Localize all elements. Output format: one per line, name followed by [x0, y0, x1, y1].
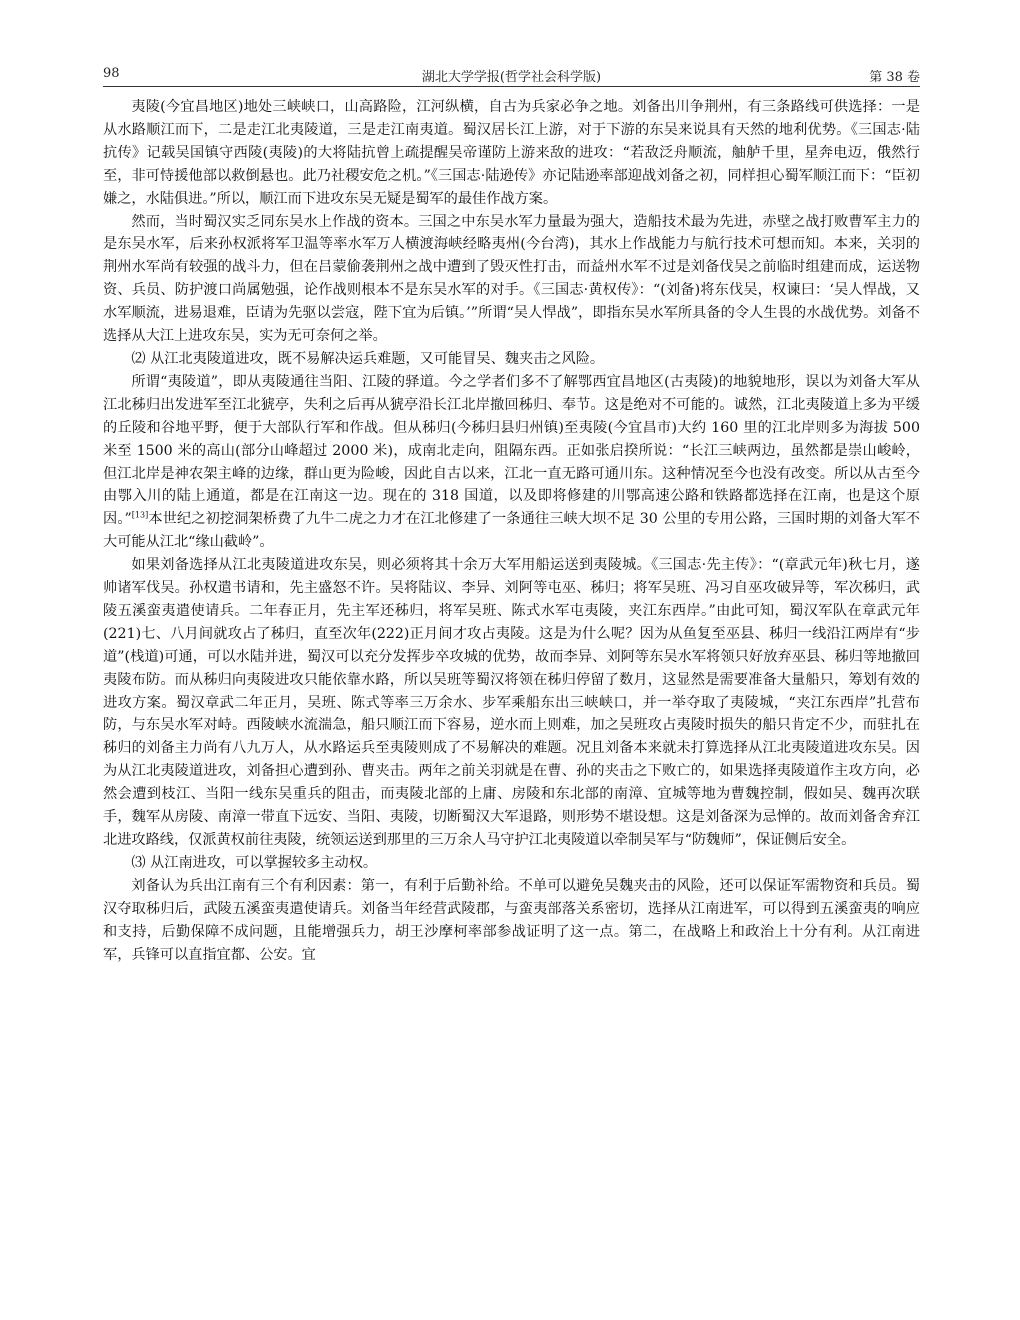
section-heading-3: ⑶ 从江南进攻，可以掌握较多主动权。: [131, 854, 378, 871]
page-number: 98: [103, 66, 120, 81]
paragraph-3-continuation: 本世纪之初挖洞架桥费了九牛二虎之力才在江北修建了一条通往三峡大坝不足 30 公里的专用公路，三国时期的刘备大军不大可能从江北“缘山截岭”。: [103, 511, 921, 551]
journal-title: 湖北大学学报(哲学社会科学版): [421, 70, 602, 85]
paragraph-3-text: 所谓“夷陵道”，即从夷陵通往当阳、江陵的驿道。今之学者们多不了解鄂西宜昌地区(古夷陵)的地貌地形，误以为刘备大军从江北秭归出发进军至江北猇亭，失利之后再从猇亭沿长江北岸撤回秭归、奉节。这是绝对不可能的。诚然，江北夷陵道上多为平缓的丘陵和谷地平野，便于大部队行军和作战。但从秭归(今秭归县归州镇)至夷陵(今宜昌市)大约 160 里的江北岸则多为海拔 500 米至 1500 米的高山(部分山峰超过 2000 米)，成南北走向，阻隔东西。正如张启揆所说：“长江三峡两边，虽然都是崇山峻岭，但江北岸是神农架主峰的边缘，群山更为险峻，因此自古以来，江北一直无路可通川东。这种情况至今也没有改变。所以从古至今由鄂入川的陆上通道，都是在江南这一边。现在的 318 国道，以及即将修建的川鄂高速公路和铁路都选择在江南，也是这个原因。”: [103, 373, 920, 528]
article-body: [103, 96, 920, 966]
paragraph-1: 夷陵(今宜昌地区)地处三峡峡口，山高路险，江河纵横，自古为兵家必争之地。刘备出川争荆州，有三条路线可供选择：一是从水路顺江而下，二是走江北夷陵道，三是走江南夷道。蜀汉居长江上游，对于下游的东吴来说具有天然的地利优势。《三国志·陆抗传》记载吴国镇守西陵(夷陵)的大将陆抗曾上疏提醒吴帝谨防上游来敌的进攻：“若敌泛舟顺流，舳舻千里，星奔电迈，俄然行至，非可恃援他部以救倒悬也。此乃社稷安危之机。”《三国志·陆逊传》亦记陆逊率部迎战刘备之初，同样担心蜀军顺江而下：“臣初嫌之，水陆俱进。”所以，顺江而下进攻东吴无疑是蜀军的最佳作战方案。: [103, 99, 920, 207]
citation-13: [13]: [131, 510, 149, 520]
paragraph-5: 刘备认为兵出江南有三个有利因素：第一，有利于后勤补给。不单可以避免吴魏夹击的风险，还可以保证军需物资和兵员。蜀汉夺取秭归后，武陵五溪蛮夷遣使请兵。刘备当年经营武陵郡，与蛮夷部落关系密切，选择从江南进军，可以得到五溪蛮夷的响应和支持，后勤保障不成问题，且能增强兵力，胡王沙摩柯率部参战证明了这一点。第二，在战略上和政治上十分有利。从江南进军，兵锋可以直指宜都、公安。宜: [103, 877, 920, 963]
paragraph-2: 然而，当时蜀汉实乏同东吴水上作战的资本。三国之中东吴水军力量最为强大，造船技术最为先进，赤壁之战打败曹军主力的是东吴水军，后来孙权派将军卫温等率水军万人横渡海峡经略夷州(今台湾)，其水上作战能力与航行技术可想而知。本来，关羽的荆州水军尚有较强的战斗力，但在吕蒙偷袭荆州之战中遭到了毁灭性打击，而益州水军不过是刘备伐吴之前临时组建而成，运送物资、兵员、防护渡口尚属勉强，论作战则根本不是东吴水军的对手。《三国志·黄权传》：“(刘备)将东伐吴，权谏曰：‘吴人悍战，又水军顺流，进易退难，臣请为先驱以尝寇，陛下宜为后镇。’”所谓“吴人悍战”，即指东吴水军所具备的令人生畏的水战优势。刘备不选择从大江上进攻东吴，实为无可奈何之举。: [103, 213, 920, 345]
running-header: [103, 63, 920, 85]
paragraph-4: 如果刘备选择从江北夷陵道进攻东吴，则必须将其十余万大军用船运送到夷陵城。《三国志·先主传》：“(章武元年)秋七月，遂帅诸军伐吴。孙权遣书请和，先主盛怒不许。吴将陆议、李异、刘阿等屯巫、秭归；将军吴班、冯习自巫攻破异等，军次秭归，武陵五溪蛮夷遣使请兵。二年春正月，先主军还秭归，将军吴班、陈式水军屯夷陵，夹江东西岸。”由此可知，蜀汉军队在章武元年(221)七、八月间就攻占了秭归，直至次年(222)正月间才攻占夷陵。这是为什么呢？因为从鱼复至巫县、秭归一线沿江两岸有“步道”(栈道)可通，可以水陆并进，蜀汉可以充分发挥步卒攻城的优势，故而李异、刘阿等东吴水军将领只好放弃巫县、秭归等地撤回夷陵布防。而从秭归向夷陵进攻只能依靠水路，所以吴班等蜀汉将领在秭归停留了数月，这显然是需要准备大量船只，筹划有效的进攻方案。蜀汉章武二年正月，吴班、陈式等率三万余水、步军乘船东出三峡峡口，并一举夺取了夷陵城，“夹江东西岸”扎营布防，与东吴水军对峙。西陵峡水流湍急，船只顺江而下容易，逆水而上则难，加之吴班攻占夷陵时损失的船只肯定不少，而驻扎在秭归的刘备主力尚有八九万人，从水路运兵至夷陵则成了不易解决的难题。况且刘备本来就未打算选择从江北夷陵道进攻东吴。因为从江北夷陵道进攻，刘备担心遭到孙、曹夹击。两年之前关羽就是在曹、孙的夹击之下败亡的，如果选择夷陵道作主攻方向，必然会遭到枝江、当阳一线东吴重兵的阻击，而夷陵北部的上庸、房陵和东北部的南漳、宜城等地为曹魏控制，假如吴、魏再次联手，魏军从房陵、南漳一带直下远安、当阳、夷陵，切断蜀汉大军退路，则形势不堪设想。这是刘备深为忌惮的。故而刘备舍弃江北进攻路线，仅派黄权前往夷陵，统领运送到那里的三万余人马守护江北夷陵道以牵制吴军与“防魏师”，保证侧后安全。: [103, 557, 920, 848]
section-heading-2: ⑵ 从江北夷陵道进攻，既不易解决运兵难题，又可能冒吴、魏夹击之风险。: [131, 350, 605, 367]
header-rule: [103, 86, 920, 87]
volume-label: 第 38 卷: [869, 70, 920, 85]
paragraph-3: [103, 371, 920, 554]
